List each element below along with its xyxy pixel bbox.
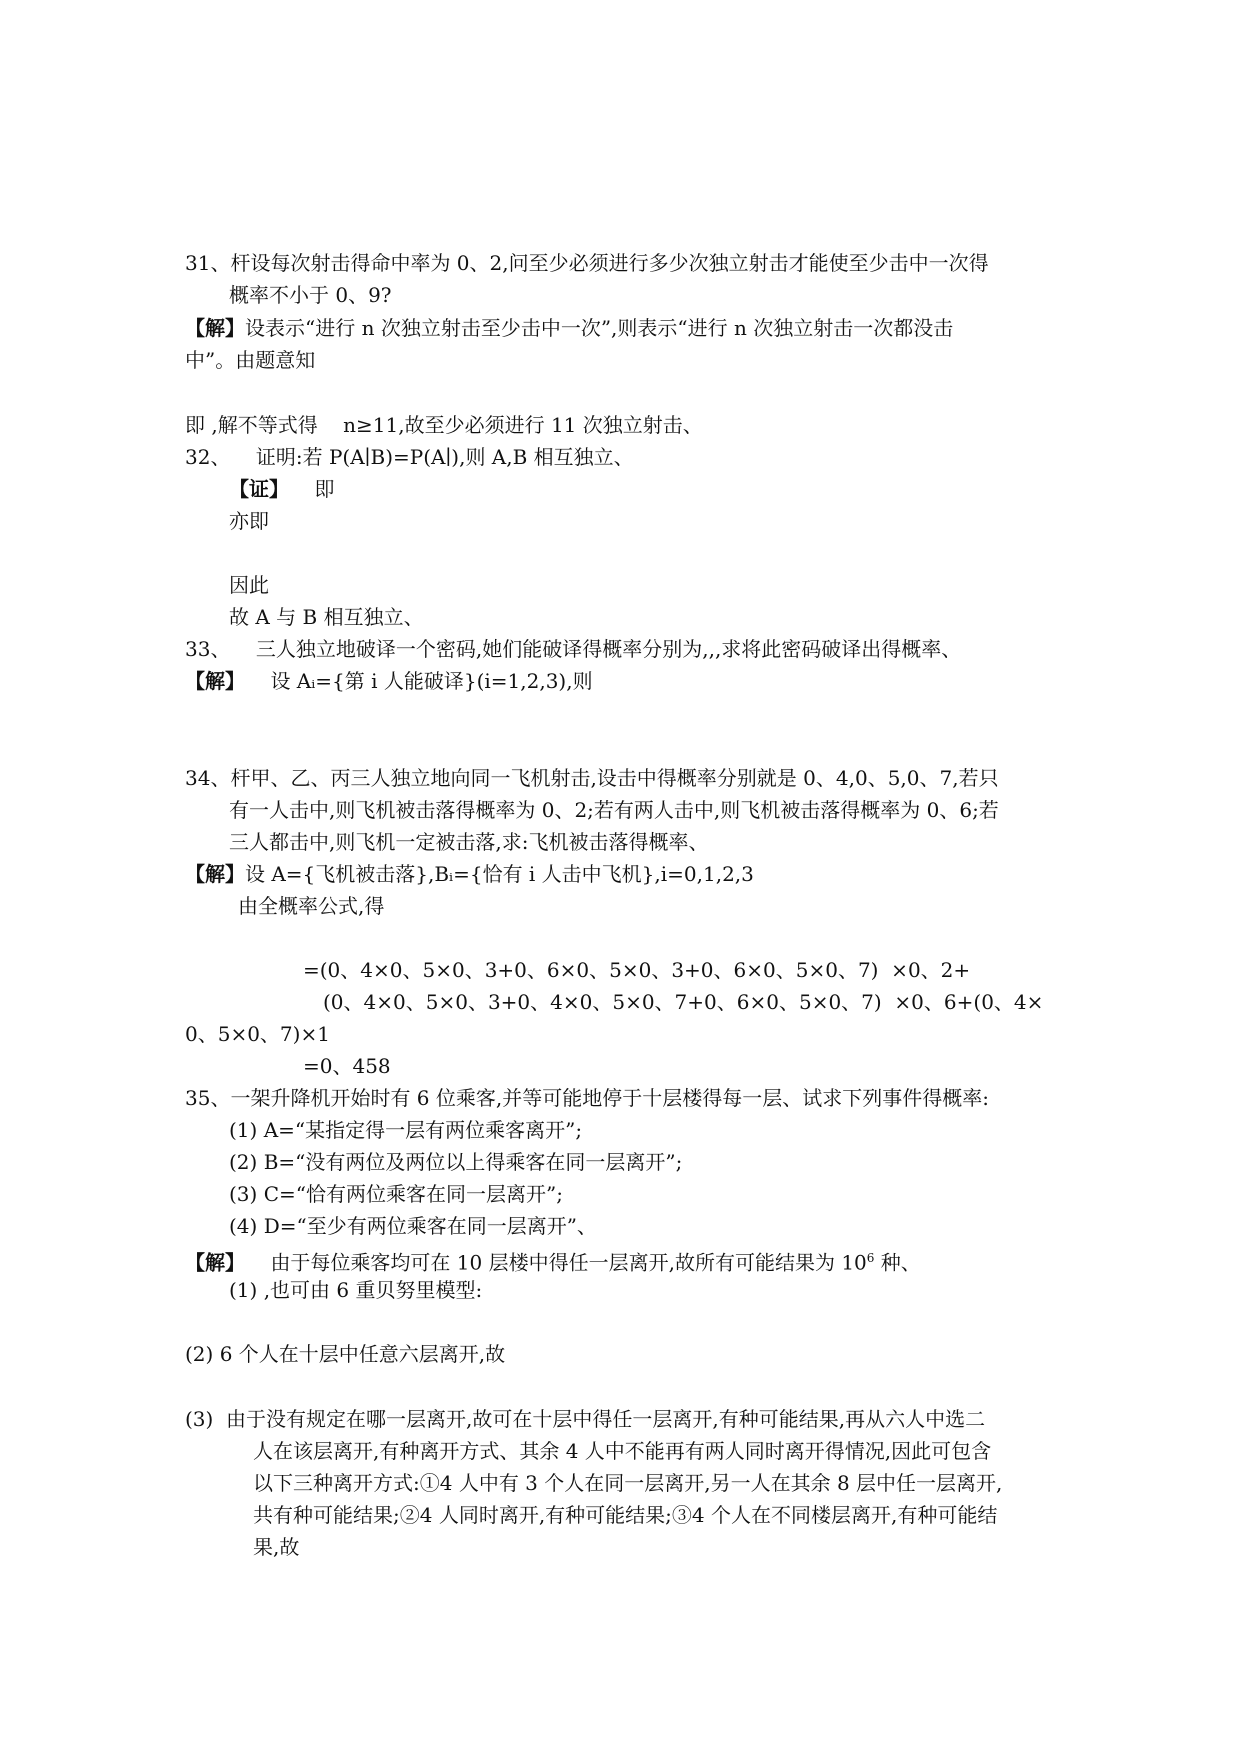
solution-text: 设 Aᵢ={第 i 人能破译}(i=1,2,3),则: [270, 669, 593, 693]
problem-35-item-3: (3) C=“恰有两位乘客在同一层离开”;: [229, 1182, 563, 1206]
problem-31-line-1: 31、杆设每次射击得命中率为 0、2,问至少必须进行多少次独立射击才能使至少击中一次得: [185, 251, 989, 275]
problem-33-line-1: 33、 三人独立地破译一个密码,她们能破译得概率分别为,,,求将此密码破译出得概率、: [185, 637, 962, 661]
solution-text-end: 种、: [874, 1250, 921, 1275]
problem-34-calc-line-1: =(0、4×0、5×0、3+0、6×0、5×0、3+0、6×0、5×0、7) ×0、2+: [303, 958, 971, 982]
solution-text: 设表示“进行 n 次独立射击至少击中一次”,则表示“进行 n 次独立射击一次都没击: [245, 316, 954, 340]
problem-32-line-1: 32、 证明:若 P(A∣B)=P(A∣),则 A,B 相互独立、: [185, 445, 634, 469]
problem-35-solution-line-3: (2) 6 个人在十层中任意六层离开,故: [185, 1342, 506, 1366]
problem-35-item-4: (4) D=“至少有两位乘客在同一层离开”、: [229, 1214, 597, 1238]
problem-34-calc-line-4: =0、458: [303, 1054, 391, 1078]
problem-34-calc-line-2: (0、4×0、5×0、3+0、4×0、5×0、7+0、6×0、5×0、7) ×0、6+(0、4×: [323, 990, 1044, 1014]
problem-31-line-2: 概率不小于 0、9?: [229, 283, 392, 307]
solution-text: 由于每位乘客均可在 10 层楼中得任一层离开,故所有可能结果为 10: [270, 1250, 867, 1275]
problem-32-proof-line-2: 亦即: [229, 509, 269, 533]
problem-35-solution-line-8: 果,故: [253, 1535, 300, 1559]
solution-tag: 【解】: [185, 316, 245, 340]
problem-34-line-3: 三人都击中,则飞机一定被击落,求:飞机被击落得概率、: [229, 830, 709, 854]
problem-35-solution-line-6: 以下三种离开方式:①4 人中有 3 个人在同一层离开,另一人在其余 8 层中任一层离开,: [253, 1471, 1003, 1495]
problem-34-solution-line-1: [185, 859, 754, 889]
problem-32-proof-line-3: 因此: [229, 573, 269, 597]
solution-tag: 【解】: [185, 862, 245, 886]
problem-31-solution-line-1: [185, 313, 953, 343]
problem-34-solution-line-2: 由全概率公式,得: [238, 894, 385, 918]
problem-35-item-1: (1) A=“某指定得一层有两位乘客离开”;: [229, 1118, 583, 1142]
problem-35-item-2: (2) B=“没有两位及两位以上得乘客在同一层离开”;: [229, 1150, 683, 1174]
problem-35-solution-line-7: 共有种可能结果;②4 人同时离开,有种可能结果;③4 个人在不同楼层离开,有种可能结: [253, 1503, 998, 1527]
problem-35-solution-line-4: (3) 由于没有规定在哪一层离开,故可在十层中得任一层离开,有种可能结果,再从六人中选二: [185, 1407, 986, 1431]
problem-32-proof-line-1: [229, 474, 334, 504]
solution-text: 设 A={飞机被击落},Bᵢ={恰有 i 人击中飞机},i=0,1,2,3: [245, 862, 754, 886]
problem-35-solution-line-1: [185, 1243, 921, 1278]
proof-text: 即: [314, 477, 335, 501]
problem-34-line-1: 34、杆甲、乙、丙三人独立地向同一飞机射击,设击中得概率分别就是 0、4,0、5,0、7,若只: [185, 766, 999, 790]
problem-35-solution-line-5: 人在该层离开,有种离开方式、其余 4 人中不能再有两人同时离开得情况,因此可包含: [253, 1439, 992, 1463]
exponent: 6: [866, 1251, 875, 1265]
solution-tag: 【解】: [185, 669, 245, 693]
problem-34-line-2: 有一人击中,则飞机被击落得概率为 0、2;若有两人击中,则飞机被击落得概率为 0、6;若: [229, 798, 999, 822]
problem-35-solution-line-2: (1) ,也可由 6 重贝努里模型:: [229, 1278, 483, 1302]
problem-31-solution-line-2: 中”。由题意知: [185, 348, 316, 372]
problem-33-solution-line-1: [185, 666, 593, 696]
problem-31-solution-line-3: 即 ,解不等式得 n≥11,故至少必须进行 11 次独立射击、: [185, 413, 703, 437]
problem-35-line-1: 35、一架升降机开始时有 6 位乘客,并等可能地停于十层楼得每一层、试求下列事件得概率:: [185, 1086, 989, 1110]
problem-32-proof-line-4: 故 A 与 B 相互独立、: [229, 605, 424, 629]
problem-34-calc-line-3: 0、5×0、7)×1: [185, 1022, 330, 1046]
solution-tag: 【解】: [185, 1250, 245, 1275]
proof-tag: 【证】: [229, 477, 289, 501]
